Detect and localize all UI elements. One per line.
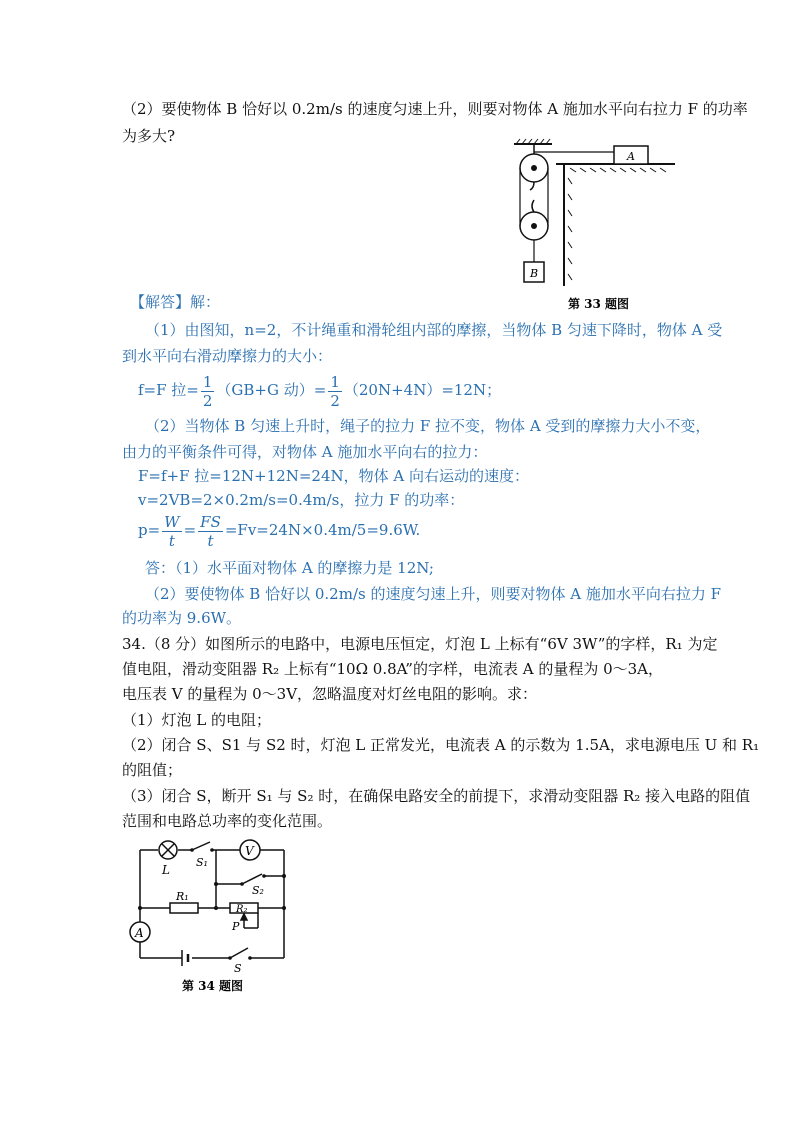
solution1-line1: （1）由图知，n=2，不计绳重和滑轮组内部的摩擦，当物体 B 匀速下降时，物体 A 受 — [145, 321, 723, 339]
solution1-line2: 到水平向右滑动摩擦力的大小： — [122, 347, 333, 365]
eq1-right: （20N+4N）=12N； — [343, 381, 502, 399]
q34-item3-line2: 范围和电路总功率的变化范围。 — [122, 812, 333, 830]
q33-figure-caption: 第 33 题图 — [568, 297, 630, 311]
q34-item2-line1: （2）闭合 S、S1 与 S2 时，灯泡 L 正常发光，电流表 A 的示数为 1.5A，求电源电压 U 和 R₁ — [122, 736, 760, 754]
answer-header — [130, 292, 220, 312]
eq2-fraction: $\frac{W}{t}$ — [164, 512, 180, 550]
equation-friction — [138, 372, 501, 410]
solution2-line4: v=2VB=2×0.2m/s=0.4m/s，拉力 F 的功率： — [138, 491, 465, 509]
equation-power — [138, 512, 420, 550]
q34-label-p: P — [232, 920, 240, 933]
eq2-right: =Fv=24N×0.4m/5=9.6W. — [224, 521, 421, 539]
q34-item3-line1: （3）闭合 S，断开 S₁ 与 S₂ 时，在确保电路安全的前提下，求滑动变阻器 R₂ 接入电路的阻值 — [122, 787, 751, 805]
answer-line1: 答：（1）水平面对物体 A 的摩擦力是 12N; — [145, 559, 434, 577]
q34-circuit-figure — [126, 838, 296, 998]
answer-tag-suffix: 解： — [190, 293, 221, 311]
q33-label-b: B — [530, 267, 539, 280]
answer-line3: 的功率为 9.6W。 — [122, 609, 242, 627]
solution2-line2: 由力的平衡条件可得，对物体 A 施加水平向右的拉力： — [122, 443, 488, 461]
eq1-left: f=F 拉= — [138, 381, 199, 399]
q33-part2-line2: 为多大? — [122, 127, 176, 145]
q34-line1: 34.（8 分）如图所示的电路中，电源电压恒定，灯泡 L 上标有“6V 3W”的字样，R₁ 为定 — [122, 635, 718, 653]
q34-label-v: V — [245, 844, 254, 858]
q34-figure-caption: 第 34 题图 — [182, 979, 244, 993]
solution2-line1: （2）当物体 B 匀速上升时，绳子的拉力 F 拉不变，物体 A 受到的摩擦力大小不变， — [145, 417, 711, 435]
q34-label-s: S — [234, 962, 242, 975]
q34-label-r2: R₂ — [236, 904, 248, 915]
q33-part2-line1: （2）要使物体 B 恰好以 0.2m/s 的速度匀速上升，则要对物体 A 施加水平向右拉力 F 的功率 — [122, 100, 748, 118]
eq2-eq: = — [183, 521, 197, 539]
q34-label-r1: R₁ — [176, 890, 189, 903]
eq1-fraction-2: $\frac{1}{2}$ — [330, 372, 340, 410]
solution2-line3: F=f+F 拉=12N+12N=24N，物体 A 向右运动的速度： — [138, 467, 529, 485]
answer-tag: 【解答】 — [130, 293, 191, 311]
q34-line2: 值电阻，滑动变阻器 R₂ 上标有“10Ω 0.8A”的字样，电流表 A 的量程为 0～3A， — [122, 660, 664, 678]
eq1-mid: （GB+G 动）= — [216, 381, 327, 399]
q34-label-s1: S₁ — [196, 856, 208, 869]
q34-label-a: A — [135, 926, 144, 940]
q34-item2-line2: 的阻值； — [122, 761, 183, 779]
eq1-fraction: $\frac{1}{2}$ — [202, 372, 213, 410]
q34-item1: （1）灯泡 L 的电阻； — [122, 711, 272, 729]
q34-line3: 电压表 V 的量程为 0～3V，忽略温度对灯丝电阻的影响。求： — [122, 685, 538, 703]
q33-label-a: A — [627, 150, 635, 163]
eq2-left: p= — [138, 521, 161, 539]
q34-label-l: L — [162, 863, 170, 877]
eq2-fraction-2: $\frac{FS}{t}$ — [200, 512, 221, 550]
q34-label-s2: S₂ — [252, 884, 264, 897]
q33-pulley-figure — [510, 138, 690, 313]
answer-line2: （2）要使物体 B 恰好以 0.2m/s 的速度匀速上升，则要对物体 A 施加水平向右拉力 F — [145, 585, 722, 603]
